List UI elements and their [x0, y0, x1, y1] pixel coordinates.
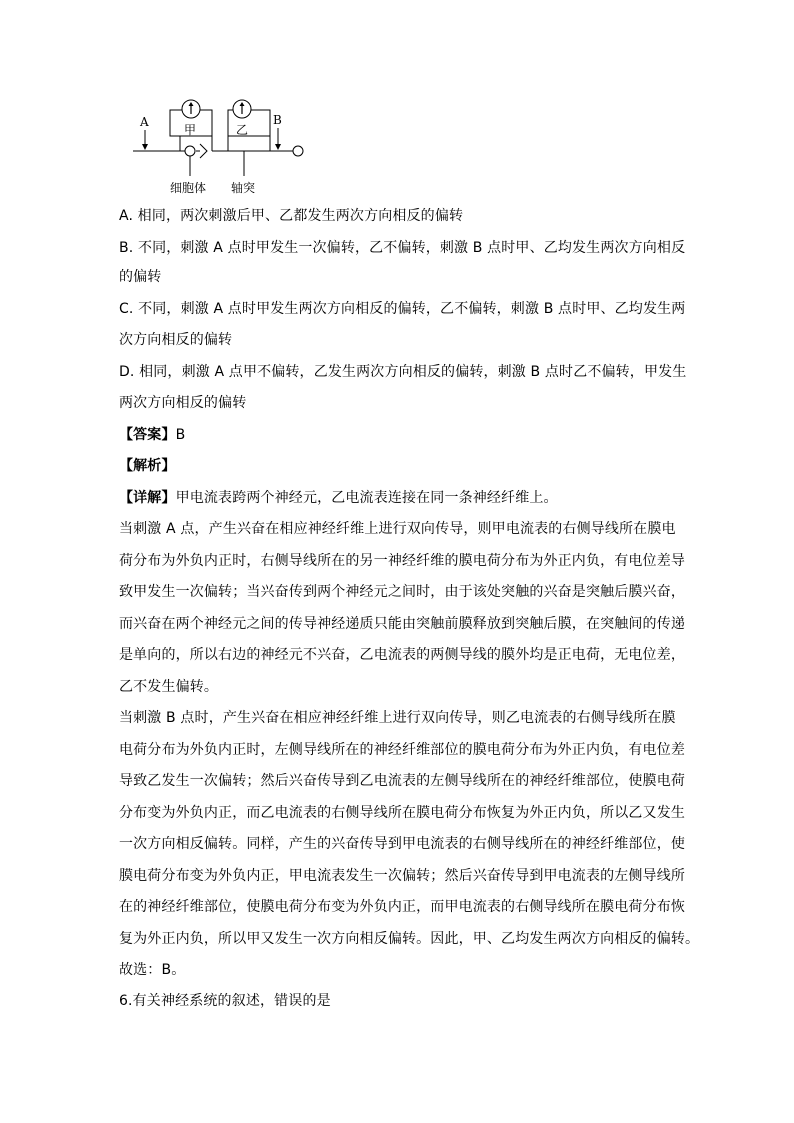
meter-jia-label: 甲 [184, 123, 197, 137]
terminal-circle [293, 146, 303, 156]
option-c-line-1: C. 不同，刺激 A 点时甲发生两次方向相反的偏转，乙不偏转，刺激 B 点时甲、乙均发生两 [119, 301, 686, 317]
option-d-line-2: 两次方向相反的偏转 [119, 395, 247, 411]
paragraph-1-line: 乙不发生偏转。 [119, 679, 219, 695]
label-a: A [140, 115, 149, 129]
answer-value: B [175, 427, 186, 443]
option-b-line-2: 的偏转 [119, 269, 162, 285]
paragraph-2-line: 膜电荷分布变为外负内正，甲电流表发生一次偏转；然后兴奋传导到甲电流表的左侧导线所 [119, 868, 685, 884]
detail-text: 甲电流表跨两个神经元，乙电流表连接在同一条神经纤维上。 [175, 490, 558, 506]
diagram-svg [130, 94, 320, 198]
paragraph-2-line: 电荷分布为外负内正时，左侧导线所在的神经纤维部位的膜电荷分布为外正内负，有电位差 [119, 742, 685, 758]
option-b-line-1: B. 不同，刺激 A 点时甲发生一次偏转，乙不偏转，刺激 B 点时甲、乙均发生两次方向相反 [119, 240, 686, 256]
paragraph-1-line: 是单向的，所以右边的神经元不兴奋，乙电流表的两侧导线的膜外均是正电荷，无电位差， [119, 647, 685, 663]
stimulus-a-arrowhead [142, 144, 148, 150]
synapse-chevron [200, 144, 207, 158]
analysis-heading: 【解析】 [119, 458, 176, 474]
option-c-line-2: 次方向相反的偏转 [119, 332, 233, 348]
answer-label: 【答案】 [119, 427, 176, 443]
meter-yi-label: 乙 [236, 123, 249, 137]
option-a: A. 相同，两次刺激后甲、乙都发生两次方向相反的偏转 [119, 208, 464, 224]
paragraph-2-line: 导致乙发生一次偏转；然后兴奋传导到乙电流表的左侧导线所在的神经纤维部位，使膜电荷 [119, 773, 685, 789]
answer-line [119, 425, 185, 445]
label-b: B [273, 113, 282, 127]
detail-label: 【详解】 [119, 490, 176, 506]
paragraph-1-line: 致甲发生一次偏转；当兴奋传到两个神经元之间时，由于该处突触的兴奋是突触后膜兴奋， [119, 584, 685, 600]
stimulus-b-arrowhead [275, 144, 281, 150]
detail-line [119, 488, 558, 508]
option-d-line-1: D. 相同，刺激 A 点甲不偏转，乙发生两次方向相反的偏转，刺激 B 点时乙不偏转，甲发生 [119, 364, 687, 380]
paragraph-1-line: 而兴奋在两个神经元之间的传导神经递质只能由突触前膜释放到突触后膜，在突触间的传递 [119, 616, 685, 632]
soma-circle [185, 146, 195, 156]
caption-axon: 轴突 [231, 181, 256, 195]
conclusion: 故选：B。 [119, 962, 186, 978]
paragraph-2-line: 复为外正内负，所以甲又发生一次方向相反偏转。因此，甲、乙均发生两次方向相反的偏转。 [119, 931, 700, 947]
paragraph-1-line: 荷分布为外负内正时，右侧导线所在的另一神经纤维的膜电荷分布为外正内负，有电位差导 [119, 553, 685, 569]
paragraph-2-line: 当刺激 B 点时，产生兴奋在相应神经纤维上进行双向传导，则乙电流表的右侧导线所在膜 [119, 710, 676, 726]
paragraph-2-line: 一次方向相反偏转。同样，产生的兴奋传导到甲电流表的右侧导线所在的神经纤维部位，使 [119, 836, 685, 852]
paragraph-1-line: 当刺激 A 点，产生兴奋在相应神经纤维上进行双向传导，则甲电流表的右侧导线所在膜电 [119, 521, 676, 537]
paragraph-2-line: 分布变为外负内正，而乙电流表的右侧导线所在膜电荷分布恢复为外正内负，所以乙又发生 [119, 805, 685, 821]
next-question: 6.有关神经系统的叙述，错误的是 [119, 993, 331, 1009]
paragraph-2-line: 在的神经纤维部位，使膜电荷分布变为外负内正，而甲电流表的右侧导线所在膜电荷分布恢 [119, 899, 685, 915]
neuron-circuit-diagram [130, 94, 320, 198]
caption-soma: 细胞体 [170, 181, 207, 195]
